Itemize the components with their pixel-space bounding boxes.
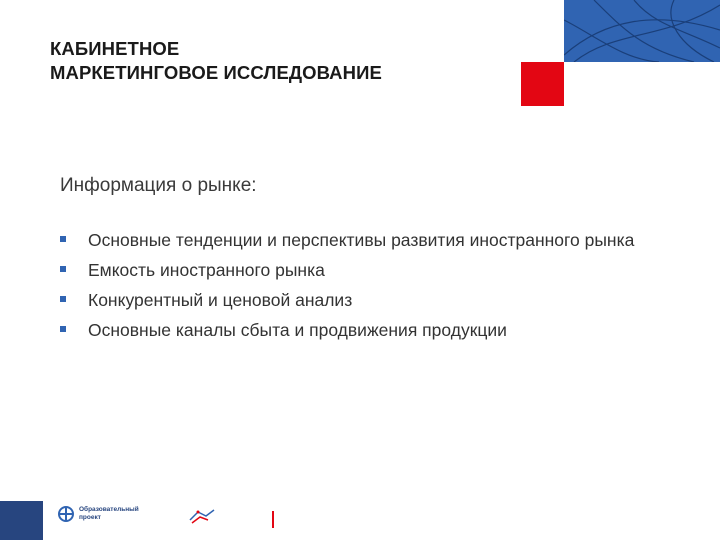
logo-small-print <box>220 510 221 525</box>
bullet-text: Основные тенденции и перспективы развития иностранного рынка <box>88 230 635 250</box>
bullet-text: Емкость иностранного рынка <box>88 260 325 280</box>
bullet-text: Основные каналы сбыта и продвижения продукции <box>88 320 507 340</box>
bullet-item <box>60 318 680 342</box>
curves-pattern-icon <box>564 0 720 62</box>
title-line-2: МАРКЕТИНГОВОЕ ИССЛЕДОВАНИЕ <box>50 62 382 83</box>
bullet-text: Конкурентный и ценовой анализ <box>88 290 353 310</box>
square-bullet-icon <box>60 236 66 242</box>
header-red-square <box>521 62 564 106</box>
logo-text-line-1: Образовательный <box>79 506 139 513</box>
footer-red-divider <box>272 511 274 528</box>
logo-text-line-2: проект <box>79 514 101 521</box>
header-blue-decoration <box>564 0 720 62</box>
globe-icon <box>58 506 74 522</box>
footer-blue-block <box>0 501 43 540</box>
bullet-item <box>60 258 680 282</box>
bullet-item <box>60 288 680 312</box>
section-heading: Информация о рынке: <box>60 175 257 196</box>
title-line-1: КАБИНЕТНОЕ <box>50 38 180 59</box>
export-center-logo <box>188 508 221 526</box>
bullet-item <box>60 228 680 252</box>
education-project-logo <box>58 506 139 522</box>
square-bullet-icon <box>60 326 66 332</box>
square-bullet-icon <box>60 266 66 272</box>
bullet-list <box>60 228 680 348</box>
square-bullet-icon <box>60 296 66 302</box>
export-center-mark-icon <box>188 508 216 526</box>
slide-title <box>50 37 510 85</box>
